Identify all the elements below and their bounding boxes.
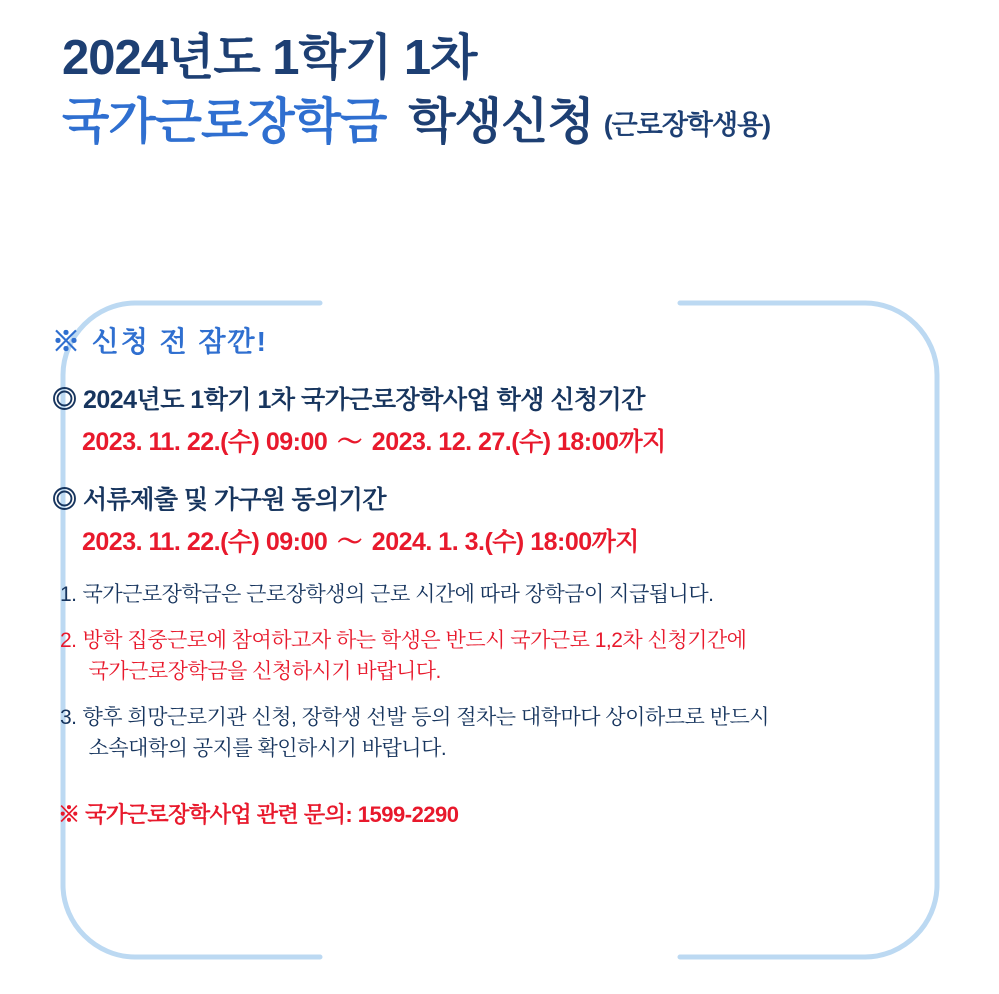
list-item xyxy=(60,580,952,610)
title-program-name: 국가근로장학금 xyxy=(62,94,387,149)
document-consent-period-label: ◎ 서류제출 및 가구원 동의기간 xyxy=(52,486,387,514)
notice-body xyxy=(52,320,952,829)
title-action: 학생신청 xyxy=(408,94,594,149)
consent-period-end: 2024. 1. 3.(수) 18:00까지 xyxy=(371,528,639,556)
application-period-end: 2023. 12. 27.(수) 18:00까지 xyxy=(371,428,666,456)
list-item xyxy=(60,703,952,764)
list-item xyxy=(60,626,952,687)
list-item-text xyxy=(83,703,952,764)
tilde-separator-2: ～ xyxy=(337,528,362,556)
list-item-text xyxy=(83,626,952,687)
list-item-number: 3. xyxy=(60,706,77,730)
title-audience-note: (근로장학생용) xyxy=(603,109,771,140)
list-item-line-2: 국가근로장학금을 신청하시기 바랍니다. xyxy=(88,659,441,683)
title-line-2 xyxy=(62,94,962,152)
notice-heading: ※ 신청 전 잠깐! xyxy=(52,326,268,357)
contact-info: ※ 국가근로장학사업 관련 문의: 1599-2290 xyxy=(58,802,459,828)
tilde-separator: ～ xyxy=(337,428,362,456)
document-consent-period-dates xyxy=(82,522,952,558)
list-item-number: 2. xyxy=(60,629,77,653)
list-item-line-2: 소속대학의 공지를 확인하시기 바랍니다. xyxy=(88,736,447,760)
application-period-dates xyxy=(82,422,952,458)
application-period-start: 2023. 11. 22.(수) 09:00 xyxy=(82,428,328,456)
consent-period-start: 2023. 11. 22.(수) 09:00 xyxy=(82,528,328,556)
list-item-number: 1. xyxy=(60,583,77,606)
list-item-line-1: 방학 집중근로에 참여하고자 하는 학생은 반드시 국가근로 1,2차 신청기간에 xyxy=(82,629,747,653)
application-period-label: ◎ 2024년도 1학기 1차 국가근로장학사업 학생 신청기간 xyxy=(52,386,645,414)
page-title xyxy=(62,30,962,152)
title-line-1: 2024년도 1학기 1차 xyxy=(62,31,477,85)
list-item-line-1: 국가근로장학금은 근로장학생의 근로 시간에 따라 장학금이 지급됩니다. xyxy=(82,583,714,606)
list-item-line-1: 향후 희망근로기관 신청, 장학생 선발 등의 절차는 대학마다 상이하므로 반드시 xyxy=(82,706,770,730)
list-item-text xyxy=(83,580,952,610)
